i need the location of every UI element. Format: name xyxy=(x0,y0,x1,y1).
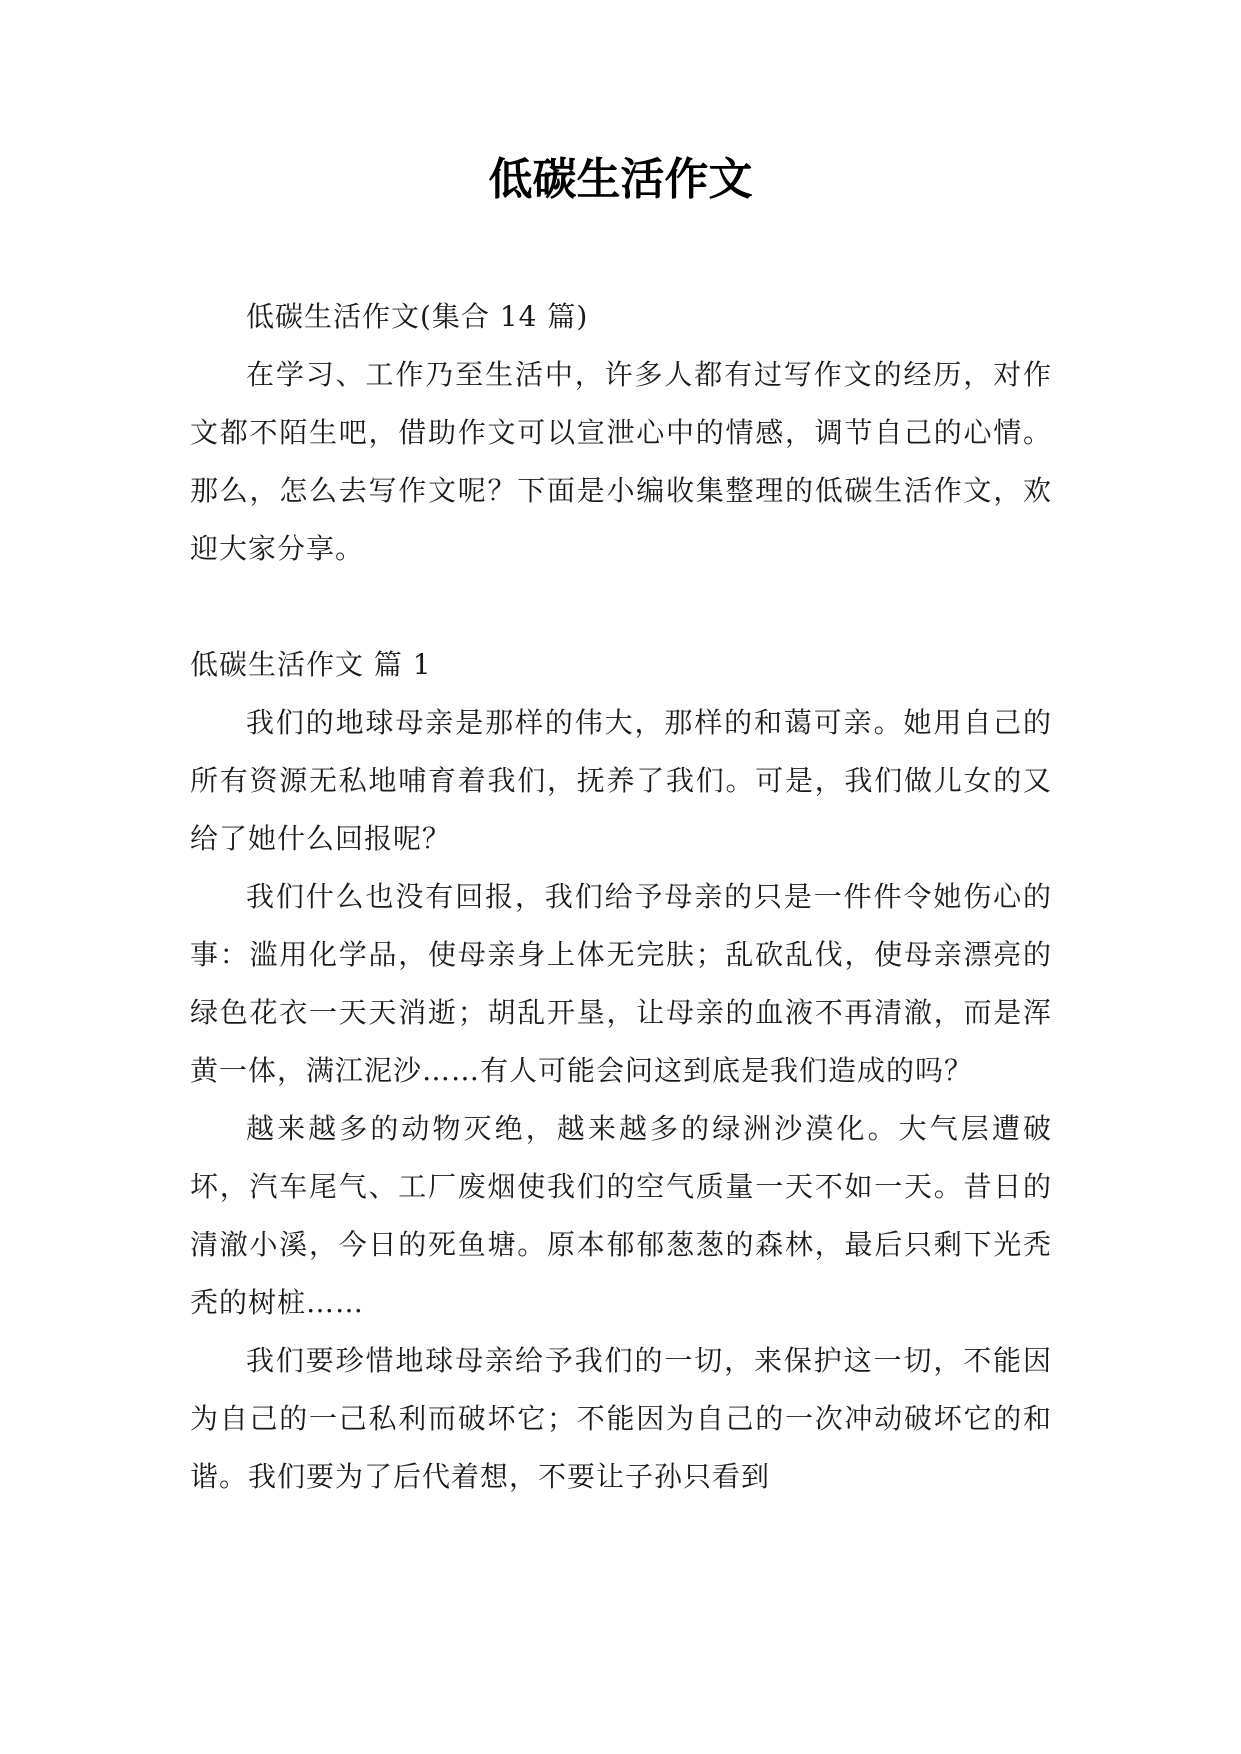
body-paragraph: 我们什么也没有回报，我们给予母亲的只是一件件令她伤心的事：滥用化学品，使母亲身上体无完肤；乱砍乱伐，使母亲漂亮的绿色花衣一天天消逝；胡乱开垦，让母亲的血液不再清澈，而是浑黄一体，满江泥沙……有人可能会问这到底是我们造成的吗？ xyxy=(190,880,1052,1087)
body-paragraph: 我们的地球母亲是那样的伟大，那样的和蔼可亲。她用自己的所有资源无私地哺育着我们，抚养了我们。可是，我们做儿女的又给了她什么回报呢？ xyxy=(190,706,1052,855)
document-title: 低碳生活作文 xyxy=(488,154,753,205)
section-heading: 低碳生活作文 篇 1 xyxy=(190,648,432,681)
body-paragraph: 我们要珍惜地球母亲给予我们的一切，来保护这一切，不能因为自己的一己私利而破坏它；不能因为自己的一次冲动破坏它的和谐。我们要为了后代着想，不要让子孙只看到 xyxy=(190,1344,1052,1493)
intro-paragraph: 在学习、工作乃至生活中，许多人都有过写作文的经历，对作文都不陌生吧，借助作文可以宣泄心中的情感，调节自己的心情。那么，怎么去写作文呢？下面是小编收集整理的低碳生活作文，欢迎大家分享。 xyxy=(190,358,1052,565)
document-subtitle: 低碳生活作文(集合 14 篇) xyxy=(246,300,589,333)
document-body xyxy=(190,288,1052,1506)
body-paragraph: 越来越多的动物灭绝，越来越多的绿洲沙漠化。大气层遭破坏，汽车尾气、工厂废烟使我们的空气质量一天不如一天。昔日的清澈小溪，今日的死鱼塘。原本郁郁葱葱的森林，最后只剩下光秃秃的树桩…… xyxy=(190,1112,1052,1319)
